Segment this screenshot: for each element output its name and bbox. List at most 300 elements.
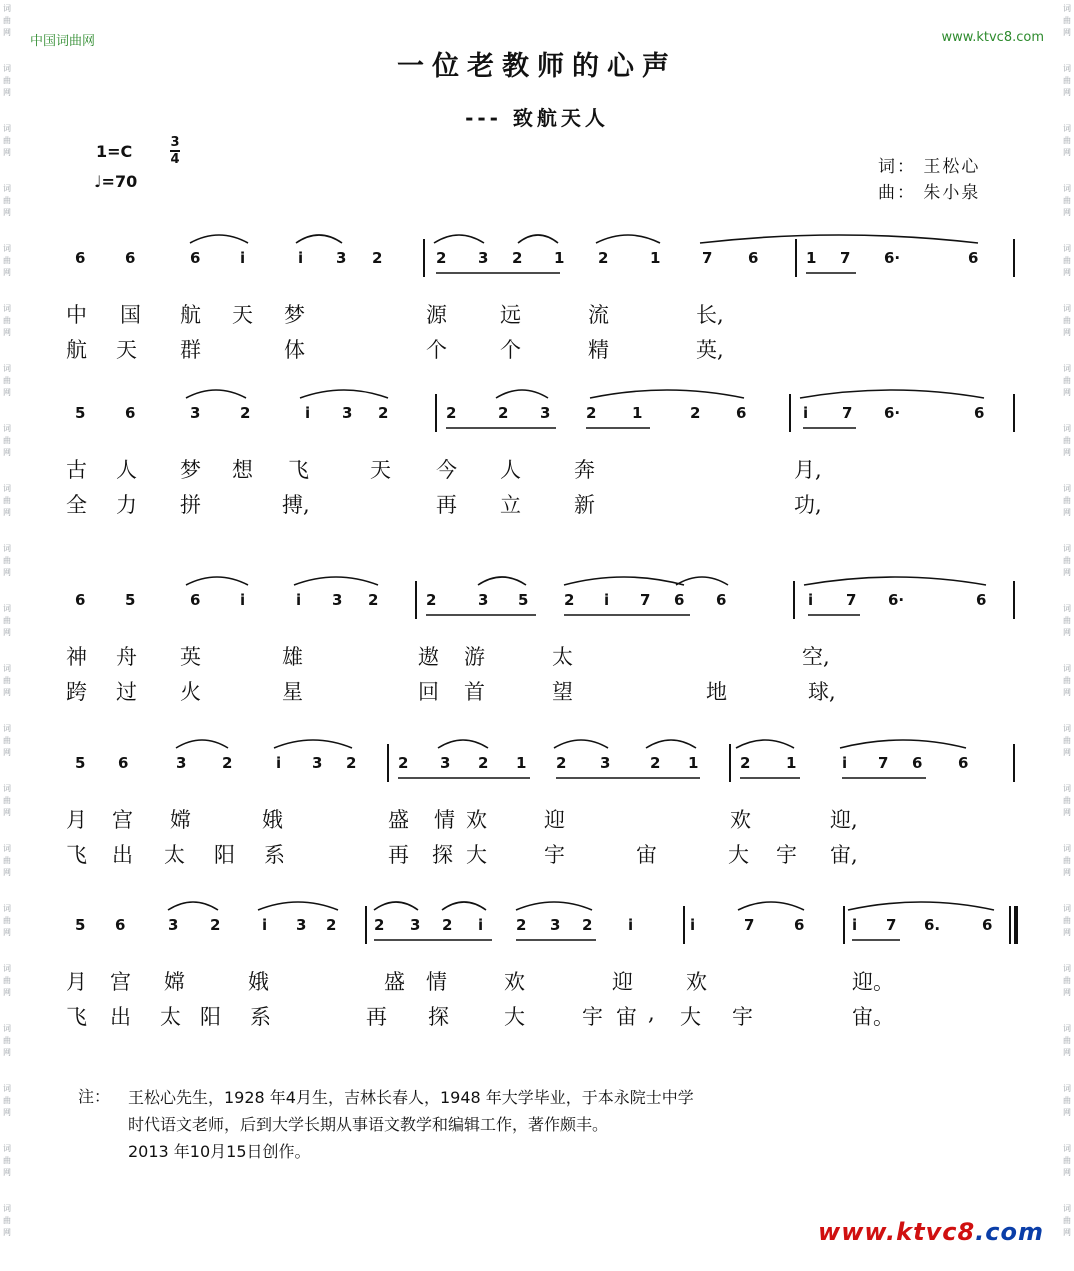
- slur: [700, 235, 978, 243]
- sidebar-watermark-glyph: 网: [3, 88, 11, 97]
- lyric-verse-2: 球,: [808, 680, 836, 704]
- sidebar-watermark-glyph: 词: [1063, 184, 1071, 193]
- lyricist-credit: 词： 王松心: [878, 157, 981, 177]
- note: 6: [674, 591, 685, 609]
- sidebar-watermark-glyph: 词: [3, 124, 11, 133]
- lyric-verse-1: 欢: [730, 808, 751, 832]
- sidebar-watermark-glyph: 曲: [3, 16, 11, 25]
- note: 7: [842, 404, 853, 422]
- sidebar-watermark-glyph: 词: [1063, 724, 1071, 733]
- sidebar-watermark-glyph: 词: [1063, 424, 1071, 433]
- slur: [564, 577, 684, 585]
- slur: [274, 740, 352, 748]
- sidebar-watermark-glyph: 曲: [3, 496, 11, 505]
- note: 6: [912, 754, 923, 772]
- lyric-verse-1: 奔: [574, 458, 595, 482]
- sidebar-watermark-glyph: 曲: [1063, 856, 1071, 865]
- slur: [186, 390, 246, 398]
- sidebar-watermark-glyph: 曲: [3, 196, 11, 205]
- sidebar-watermark-glyph: 词: [1063, 304, 1071, 313]
- lyric-verse-2: 出: [112, 843, 133, 867]
- lyric-verse-1: 盛: [384, 970, 405, 994]
- note: 3: [342, 404, 353, 422]
- note: 6: [190, 249, 201, 267]
- sidebar-watermark-glyph: 词: [1063, 664, 1071, 673]
- lyric-verse-2: 探: [432, 843, 453, 867]
- note: 6: [125, 249, 136, 267]
- sidebar-watermark-glyph: 曲: [1063, 976, 1071, 985]
- lyric-verse-2: 阳: [200, 1005, 221, 1029]
- lyric-verse-2: 探: [428, 1005, 449, 1029]
- lyric-verse-2: 立: [500, 493, 521, 517]
- staff-graphics: [0, 730, 1074, 870]
- lyric-verse-1: 嫦: [170, 808, 191, 832]
- sidebar-watermark-glyph: 词: [3, 544, 11, 553]
- note: 1: [632, 404, 643, 422]
- lyric-verse-2: 星: [282, 680, 303, 704]
- note: 7: [640, 591, 651, 609]
- note: 5: [75, 754, 86, 772]
- note: i: [240, 591, 246, 609]
- lyric-verse-2: 再: [388, 843, 409, 867]
- key-signature: 1=C: [96, 142, 133, 161]
- lyric-verse-2: 宇: [776, 843, 797, 867]
- sidebar-watermark-glyph: 词: [3, 364, 11, 373]
- sidebar-watermark-glyph: 网: [3, 508, 11, 517]
- lyric-verse-1: 宫: [112, 808, 133, 832]
- song-subtitle: --- 致航天人: [465, 106, 609, 130]
- lyric-verse-2: 火: [180, 680, 201, 704]
- sidebar-watermark-glyph: 网: [3, 628, 11, 637]
- lyric-verse-2: 天: [116, 338, 137, 362]
- sidebar-watermark-glyph: 曲: [1063, 76, 1071, 85]
- lyric-verse-2: 太: [160, 1005, 181, 1029]
- slur: [478, 577, 526, 585]
- lyric-verse-1: 欢: [686, 970, 707, 994]
- sidebar-watermark-glyph: 网: [3, 988, 11, 997]
- sidebar-watermark-glyph: 网: [1063, 1048, 1071, 1057]
- sidebar-watermark-glyph: 曲: [1063, 16, 1071, 25]
- lyric-verse-2: 功,: [794, 493, 822, 517]
- lyric-verse-2: 力: [116, 493, 137, 517]
- site-name-left[interactable]: 中国词曲网: [30, 34, 96, 49]
- sidebar-watermark-glyph: 网: [1063, 328, 1071, 337]
- sidebar-watermark-glyph: 曲: [1063, 1156, 1071, 1165]
- song-title: 一位老教师的心声: [397, 51, 677, 82]
- score-system: [0, 225, 1074, 365]
- lyric-verse-1: 梦: [284, 303, 305, 327]
- sidebar-watermark-glyph: 网: [1063, 928, 1071, 937]
- sidebar-watermark-glyph: 曲: [1063, 1216, 1071, 1225]
- slur: [554, 740, 608, 748]
- slur: [258, 902, 338, 910]
- sidebar-watermark-glyph: 曲: [3, 916, 11, 925]
- note: i: [240, 249, 246, 267]
- lyric-verse-2: 出: [110, 1005, 131, 1029]
- note: 6.: [924, 916, 941, 934]
- lyric-verse-2: 全: [66, 493, 87, 517]
- lyric-verse-2: 大: [504, 1005, 525, 1029]
- note: i: [852, 916, 858, 934]
- lyric-verse-1: 人: [500, 458, 521, 482]
- sidebar-watermark-glyph: 词: [1063, 904, 1071, 913]
- lyric-verse-2: 首: [464, 680, 485, 704]
- lyric-verse-1: 游: [464, 645, 485, 669]
- note: 2: [512, 249, 523, 267]
- note: i: [305, 404, 311, 422]
- note: 2: [326, 916, 337, 934]
- lyric-verse-2: 望: [552, 680, 573, 704]
- note: 3: [312, 754, 323, 772]
- lyric-verse-1: 天: [370, 458, 391, 482]
- sidebar-watermark-glyph: 词: [3, 664, 11, 673]
- lyric-verse-1: 英: [180, 645, 201, 669]
- sidebar-watermark-glyph: 曲: [3, 736, 11, 745]
- slur: [840, 740, 966, 748]
- note: 6: [958, 754, 969, 772]
- sidebar-watermark-glyph: 词: [1063, 964, 1071, 973]
- sidebar-watermark-glyph: 网: [1063, 808, 1071, 817]
- sidebar-watermark-glyph: 词: [3, 1084, 11, 1093]
- lyric-verse-2: 精: [588, 338, 609, 362]
- lyric-verse-2: 宙,: [830, 843, 858, 867]
- sidebar-watermark-glyph: 网: [3, 808, 11, 817]
- note: 2: [556, 754, 567, 772]
- note: 3: [478, 591, 489, 609]
- lyric-verse-1: 迎: [612, 970, 633, 994]
- note: 3: [550, 916, 561, 934]
- lyric-verse-1: 长,: [696, 303, 724, 327]
- sidebar-watermark-glyph: 词: [1063, 4, 1071, 13]
- sidebar-watermark-glyph: 词: [1063, 124, 1071, 133]
- note: 1: [554, 249, 565, 267]
- slur: [438, 740, 488, 748]
- slur: [804, 577, 986, 585]
- sidebar-watermark-glyph: 网: [1063, 1168, 1071, 1177]
- sidebar-watermark-glyph: 网: [1063, 508, 1071, 517]
- sidebar-watermark-glyph: 词: [3, 904, 11, 913]
- lyric-verse-1: 航: [180, 303, 201, 327]
- note: 5: [125, 591, 136, 609]
- note: 6: [716, 591, 727, 609]
- lyric-verse-2: 跨: [66, 680, 87, 704]
- sidebar-watermark-glyph: 网: [1063, 688, 1071, 697]
- sidebar-watermark-glyph: 词: [1063, 784, 1071, 793]
- note: 6: [190, 591, 201, 609]
- sidebar-watermark-glyph: 曲: [1063, 436, 1071, 445]
- lyric-verse-2: 再: [436, 493, 457, 517]
- slur: [800, 390, 984, 398]
- note: 2: [582, 916, 593, 934]
- note: i: [298, 249, 304, 267]
- composer-credit: 曲： 朱小泉: [878, 183, 981, 203]
- sidebar-watermark-glyph: 曲: [3, 316, 11, 325]
- note: i: [808, 591, 814, 609]
- note: 2: [516, 916, 527, 934]
- sidebar-watermark-glyph: 曲: [1063, 1096, 1071, 1105]
- sidebar-watermark-glyph: 网: [1063, 208, 1071, 217]
- sidebar-watermark-glyph: 网: [1063, 448, 1071, 457]
- lyric-verse-2: 航: [66, 338, 87, 362]
- lyric-verse-1: 迎,: [830, 808, 858, 832]
- note: 3: [332, 591, 343, 609]
- sidebar-watermark-glyph: 网: [3, 1108, 11, 1117]
- note: 6·: [888, 591, 905, 609]
- note: 6: [982, 916, 993, 934]
- sidebar-watermark-glyph: 词: [1063, 1204, 1071, 1213]
- lyric-verse-1: 空,: [802, 645, 830, 669]
- lyric-verse-2: 拼: [180, 493, 201, 517]
- brand-main: www.ktvc8: [818, 1218, 976, 1246]
- note: i: [276, 754, 282, 772]
- sidebar-watermark-glyph: 词: [3, 1144, 11, 1153]
- score-system: [0, 567, 1074, 707]
- note: 1: [806, 249, 817, 267]
- lyric-verse-1: 舟: [116, 645, 137, 669]
- sidebar-watermark-glyph: 词: [1063, 64, 1071, 73]
- note: i: [628, 916, 634, 934]
- staff-graphics: [0, 380, 1074, 520]
- note: 3: [478, 249, 489, 267]
- slur: [296, 235, 342, 243]
- note: 3: [336, 249, 347, 267]
- note: 2: [398, 754, 409, 772]
- sidebar-watermark-glyph: 网: [3, 688, 11, 697]
- note: 2: [442, 916, 453, 934]
- lyric-verse-2: 飞: [66, 843, 87, 867]
- note: 2: [240, 404, 251, 422]
- sidebar-watermark-glyph: 网: [3, 448, 11, 457]
- lyric-verse-2: 地: [706, 680, 727, 704]
- note: 2: [586, 404, 597, 422]
- note: 2: [222, 754, 233, 772]
- slur: [646, 740, 696, 748]
- lyric-verse-1: 人: [116, 458, 137, 482]
- site-url-right[interactable]: www.ktvc8.com: [941, 30, 1044, 45]
- slur: [590, 390, 744, 398]
- note: 6: [974, 404, 985, 422]
- note: 2: [426, 591, 437, 609]
- note: i: [842, 754, 848, 772]
- sidebar-watermark-glyph: 曲: [3, 616, 11, 625]
- sidebar-watermark-glyph: 网: [3, 868, 11, 877]
- sidebar-watermark-glyph: 词: [3, 244, 11, 253]
- lyric-verse-1: 情: [426, 970, 447, 994]
- lyric-verse-2: 系: [250, 1005, 271, 1029]
- lyric-verse-2: 英,: [696, 338, 724, 362]
- time-signature: [170, 136, 180, 166]
- lyric-verse-2: 回: [418, 680, 439, 704]
- sidebar-watermark-glyph: 网: [1063, 748, 1071, 757]
- note: 1: [786, 754, 797, 772]
- note: 2: [598, 249, 609, 267]
- lyric-verse-1: 情: [434, 808, 455, 832]
- lyric-verse-1: 欢: [466, 808, 487, 832]
- slur: [676, 577, 728, 585]
- note: 7: [846, 591, 857, 609]
- note: 6: [794, 916, 805, 934]
- note: i: [604, 591, 610, 609]
- brand-tld: .com: [975, 1218, 1044, 1246]
- slur: [176, 740, 228, 748]
- sidebar-watermark-glyph: 曲: [3, 1096, 11, 1105]
- lyric-verse-1: 远: [500, 303, 521, 327]
- sidebar-watermark-glyph: 词: [3, 484, 11, 493]
- slur: [496, 390, 548, 398]
- note: 3: [190, 404, 201, 422]
- sidebar-watermark-glyph: 网: [1063, 1228, 1071, 1237]
- lyric-verse-1: 国: [120, 303, 141, 327]
- lyric-verse-2: 宇: [582, 1005, 603, 1029]
- note: 3: [296, 916, 307, 934]
- lyric-verse-1: 迎: [544, 808, 565, 832]
- sidebar-watermark-glyph: 曲: [1063, 376, 1071, 385]
- lyric-verse-1: 迎。: [852, 970, 894, 994]
- sidebar-watermark-glyph: 曲: [3, 796, 11, 805]
- note: 3: [600, 754, 611, 772]
- sidebar-watermark-glyph: 网: [3, 268, 11, 277]
- sidebar-watermark-glyph: 词: [1063, 544, 1071, 553]
- sidebar-watermark-glyph: 网: [1063, 568, 1071, 577]
- note: 2: [372, 249, 383, 267]
- note: 6: [125, 404, 136, 422]
- slur: [434, 235, 484, 243]
- time-signature-bottom: 4: [170, 152, 180, 167]
- sidebar-watermark-glyph: 网: [3, 748, 11, 757]
- note: 6·: [884, 249, 901, 267]
- lyric-verse-2: 宇: [544, 843, 565, 867]
- lyric-verse-1: 遨: [418, 645, 439, 669]
- sidebar-watermark-glyph: 曲: [3, 76, 11, 85]
- slur: [294, 577, 378, 585]
- note: 3: [168, 916, 179, 934]
- lyric-verse-2: 大: [680, 1005, 701, 1029]
- sidebar-watermark-glyph: 网: [3, 568, 11, 577]
- lyric-verse-1: 中: [66, 303, 87, 327]
- slur: [442, 902, 486, 910]
- note: 6: [75, 591, 86, 609]
- sidebar-watermark-glyph: 曲: [3, 856, 11, 865]
- sidebar-watermark-glyph: 网: [3, 328, 11, 337]
- footnotes: [128, 1084, 694, 1165]
- lyric-verse-1: 今: [436, 458, 457, 482]
- score-system: [0, 892, 1074, 1032]
- time-signature-top: 3: [170, 135, 180, 150]
- lyric-verse-1: 嫦: [164, 970, 185, 994]
- sidebar-watermark-glyph: 曲: [1063, 316, 1071, 325]
- lyric-verse-2: 搏,: [282, 493, 310, 517]
- lyric-verse-2: 阳: [214, 843, 235, 867]
- sidebar-watermark-glyph: 曲: [1063, 616, 1071, 625]
- note: 3: [410, 916, 421, 934]
- note: 6·: [884, 404, 901, 422]
- sidebar-watermark-glyph: 词: [1063, 1144, 1071, 1153]
- note: 2: [478, 754, 489, 772]
- slur: [300, 390, 388, 398]
- note: 7: [702, 249, 713, 267]
- slur: [596, 235, 660, 243]
- sidebar-watermark-glyph: 曲: [3, 1156, 11, 1165]
- sidebar-watermark-glyph: 网: [3, 208, 11, 217]
- note: i: [262, 916, 268, 934]
- lyric-verse-2: 个: [500, 338, 521, 362]
- lyric-verse-1: 娥: [248, 970, 269, 994]
- note: 2: [690, 404, 701, 422]
- sidebar-watermark-glyph: 网: [3, 148, 11, 157]
- sidebar-watermark-glyph: 网: [3, 1228, 11, 1237]
- sidebar-watermark-glyph: 词: [3, 964, 11, 973]
- note: 6: [118, 754, 129, 772]
- sidebar-watermark-glyph: 网: [1063, 988, 1071, 997]
- sidebar-watermark-glyph: 词: [3, 784, 11, 793]
- note: 1: [650, 249, 661, 267]
- lyric-verse-2: 再: [366, 1005, 387, 1029]
- sidebar-watermark-glyph: 词: [3, 724, 11, 733]
- sidebar-watermark-glyph: 曲: [1063, 1036, 1071, 1045]
- lyric-verse-1: 神: [66, 645, 87, 669]
- tempo-marking: ♩=70: [94, 172, 138, 191]
- lyric-verse-2: 宇: [732, 1005, 753, 1029]
- sidebar-watermark-glyph: 曲: [1063, 136, 1071, 145]
- slur: [186, 577, 248, 585]
- sidebar-watermark-glyph: 网: [1063, 268, 1071, 277]
- note: 7: [878, 754, 889, 772]
- slur: [374, 902, 418, 910]
- sidebar-watermark-glyph: 词: [1063, 364, 1071, 373]
- note: 6: [736, 404, 747, 422]
- note: 6: [115, 916, 126, 934]
- sidebar-watermark-glyph: 曲: [3, 976, 11, 985]
- footnote-line-1: 王松心先生，1928 年4月生，吉林长春人，1948 年大学毕业，于本永院士中学: [128, 1088, 694, 1107]
- note: 2: [378, 404, 389, 422]
- note: i: [296, 591, 302, 609]
- sidebar-watermark-glyph: 网: [1063, 28, 1071, 37]
- note: 6: [748, 249, 759, 267]
- sidebar-watermark-glyph: 词: [1063, 1084, 1071, 1093]
- sidebar-watermark-glyph: 曲: [3, 1216, 11, 1225]
- note: 2: [368, 591, 379, 609]
- sidebar-watermark-glyph: 词: [3, 1024, 11, 1033]
- note: 2: [740, 754, 751, 772]
- staff-graphics: [0, 225, 1074, 365]
- note: i: [478, 916, 484, 934]
- sidebar-watermark-glyph: 网: [3, 28, 11, 37]
- note: 6: [75, 249, 86, 267]
- sidebar-watermark-glyph: 曲: [3, 376, 11, 385]
- note: 6: [976, 591, 987, 609]
- sidebar-watermark-glyph: 曲: [3, 256, 11, 265]
- sidebar-watermark-glyph: 词: [1063, 244, 1071, 253]
- sidebar-watermark-glyph: 词: [3, 1204, 11, 1213]
- lyric-verse-1: 月: [66, 970, 87, 994]
- sidebar-watermark-glyph: 曲: [1063, 496, 1071, 505]
- sidebar-watermark-glyph: 词: [3, 424, 11, 433]
- brand-watermark: [818, 1218, 1044, 1246]
- lyric-verse-1: 飞: [288, 458, 309, 482]
- sidebar-watermark-glyph: 曲: [3, 1036, 11, 1045]
- sidebar-watermark-glyph: 网: [3, 928, 11, 937]
- lyric-verse-1: 月: [66, 808, 87, 832]
- score-system: [0, 730, 1074, 870]
- sidebar-watermark-glyph: 词: [3, 304, 11, 313]
- score-system: [0, 380, 1074, 520]
- sidebar-watermark-glyph: 词: [3, 604, 11, 613]
- lyric-verse-1: 月,: [794, 458, 822, 482]
- sidebar-watermark-glyph: 网: [1063, 148, 1071, 157]
- note: i: [690, 916, 696, 934]
- footnote-line-3: 2013 年10月15日创作。: [128, 1142, 311, 1161]
- lyric-verse-2: 大: [466, 843, 487, 867]
